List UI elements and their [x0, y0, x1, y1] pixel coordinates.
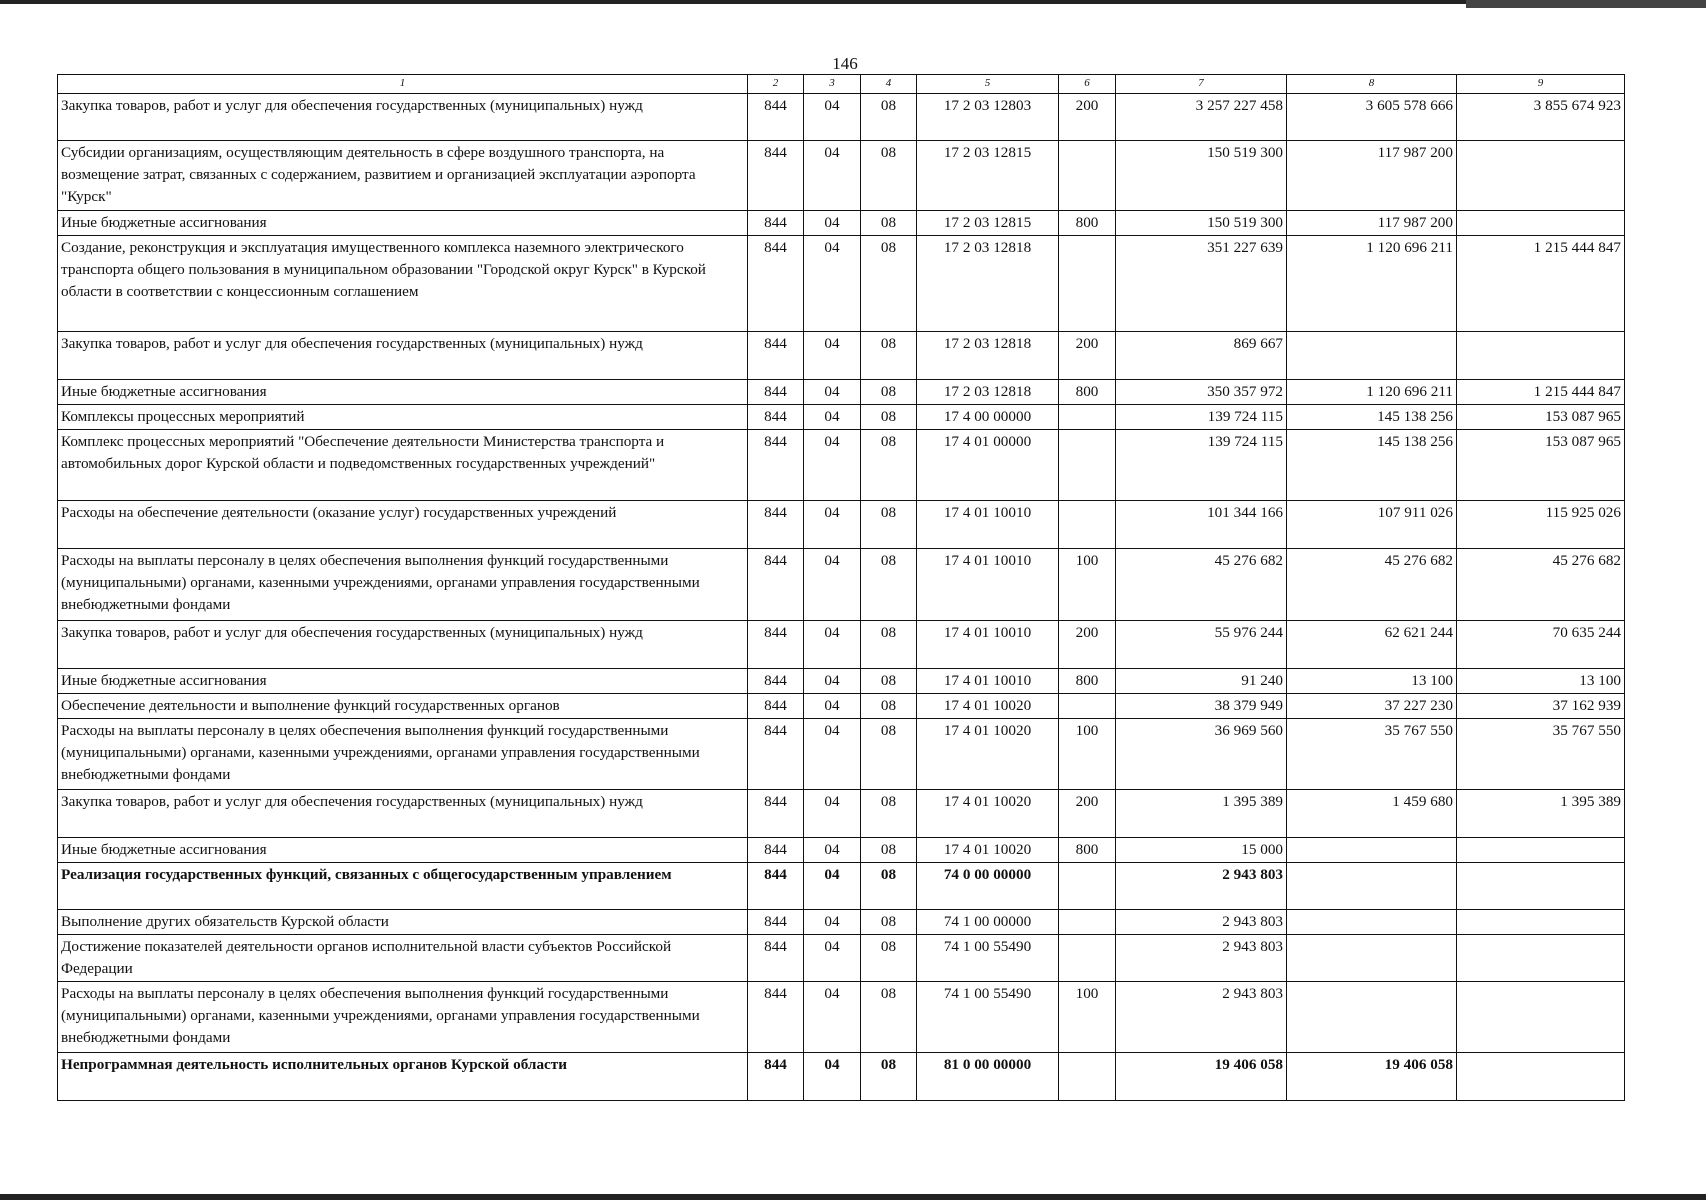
col-8-amount: 45 276 682 [1287, 549, 1457, 621]
row-name: Обеспечение деятельности и выполнение функций государственных органов [58, 694, 748, 719]
column-header: 6 [1059, 75, 1116, 94]
table-row [58, 838, 1625, 863]
col-4-value: 08 [861, 211, 917, 236]
col-5-value: 17 4 01 10020 [917, 694, 1059, 719]
col-7-amount: 2 943 803 [1116, 982, 1287, 1053]
col-8-amount: 62 621 244 [1287, 621, 1457, 669]
table-row [58, 863, 1625, 910]
col-9-amount: 3 855 674 923 [1457, 94, 1625, 141]
col-7-amount: 36 969 560 [1116, 719, 1287, 790]
col-2-value: 844 [748, 982, 804, 1053]
col-6-value: 200 [1059, 621, 1116, 669]
row-name: Создание, реконструкция и эксплуатация имущественного комплекса наземного электрического транспорта общего пользования в муниципальном образовании "Городской округ Курск" в Курской области в соответствии с концессионным соглашением [58, 236, 748, 332]
col-4-value: 08 [861, 838, 917, 863]
col-3-value: 04 [804, 790, 861, 838]
col-5-value: 74 1 00 55490 [917, 935, 1059, 982]
col-4-value: 08 [861, 935, 917, 982]
col-5-value: 17 4 01 10010 [917, 621, 1059, 669]
col-2-value: 844 [748, 669, 804, 694]
col-6-value [1059, 501, 1116, 549]
col-9-amount: 1 215 444 847 [1457, 380, 1625, 405]
row-name: Субсидии организациям, осуществляющим деятельность в сфере воздушного транспорта, на возмещение затрат, связанных с содержанием, развитием и организацией эксплуатации аэропорта "Курск" [58, 141, 748, 211]
col-5-value: 17 2 03 12818 [917, 332, 1059, 380]
col-7-amount: 150 519 300 [1116, 211, 1287, 236]
table-row [58, 1053, 1625, 1101]
table-row [58, 694, 1625, 719]
col-6-value [1059, 1053, 1116, 1101]
row-name: Закупка товаров, работ и услуг для обеспечения государственных (муниципальных) нужд [58, 621, 748, 669]
table-row [58, 669, 1625, 694]
col-2-value: 844 [748, 380, 804, 405]
table-row [58, 621, 1625, 669]
table-row [58, 790, 1625, 838]
row-name: Расходы на обеспечение деятельности (оказание услуг) государственных учреждений [58, 501, 748, 549]
col-7-amount: 101 344 166 [1116, 501, 1287, 549]
col-8-amount: 3 605 578 666 [1287, 94, 1457, 141]
col-2-value: 844 [748, 863, 804, 910]
col-6-value: 800 [1059, 669, 1116, 694]
row-name: Комплексы процессных мероприятий [58, 405, 748, 430]
col-6-value: 800 [1059, 838, 1116, 863]
col-8-amount: 19 406 058 [1287, 1053, 1457, 1101]
col-4-value: 08 [861, 910, 917, 935]
table-row [58, 719, 1625, 790]
col-5-value: 17 4 01 00000 [917, 430, 1059, 501]
col-2-value: 844 [748, 211, 804, 236]
row-name: Выполнение других обязательств Курской области [58, 910, 748, 935]
budget-table [57, 74, 1625, 1101]
col-7-amount: 869 667 [1116, 332, 1287, 380]
col-4-value: 08 [861, 719, 917, 790]
col-4-value: 08 [861, 863, 917, 910]
col-5-value: 74 1 00 00000 [917, 910, 1059, 935]
col-9-amount: 1 395 389 [1457, 790, 1625, 838]
col-3-value: 04 [804, 694, 861, 719]
col-3-value: 04 [804, 94, 861, 141]
row-name: Иные бюджетные ассигнования [58, 838, 748, 863]
table-row [58, 141, 1625, 211]
column-header: 5 [917, 75, 1059, 94]
col-3-value: 04 [804, 719, 861, 790]
col-4-value: 08 [861, 1053, 917, 1101]
scan-edge-top-right [1466, 0, 1706, 8]
row-name: Расходы на выплаты персоналу в целях обеспечения выполнения функций государственными (муниципальными) органами, казенными учреждениями, органами управления государственными внебюджетными фондами [58, 549, 748, 621]
table-row [58, 549, 1625, 621]
col-3-value: 04 [804, 549, 861, 621]
col-2-value: 844 [748, 1053, 804, 1101]
col-8-amount: 1 459 680 [1287, 790, 1457, 838]
col-4-value: 08 [861, 380, 917, 405]
column-header: 4 [861, 75, 917, 94]
col-9-amount: 35 767 550 [1457, 719, 1625, 790]
col-2-value: 844 [748, 935, 804, 982]
row-name: Комплекс процессных мероприятий "Обеспечение деятельности Министерства транспорта и автомобильных дорог Курской области и подведомственных государственных учреждений" [58, 430, 748, 501]
column-header: 8 [1287, 75, 1457, 94]
col-8-amount [1287, 863, 1457, 910]
column-header: 1 [58, 75, 748, 94]
col-8-amount: 145 138 256 [1287, 405, 1457, 430]
col-7-amount: 45 276 682 [1116, 549, 1287, 621]
col-4-value: 08 [861, 621, 917, 669]
col-6-value [1059, 430, 1116, 501]
table-row [58, 430, 1625, 501]
col-5-value: 17 2 03 12815 [917, 141, 1059, 211]
row-name: Непрограммная деятельность исполнительных органов Курской области [58, 1053, 748, 1101]
scan-edge-top [0, 0, 1706, 4]
col-6-value: 200 [1059, 332, 1116, 380]
col-8-amount [1287, 982, 1457, 1053]
col-5-value: 17 4 01 10020 [917, 838, 1059, 863]
col-6-value: 800 [1059, 211, 1116, 236]
col-8-amount: 35 767 550 [1287, 719, 1457, 790]
column-header: 9 [1457, 75, 1625, 94]
col-4-value: 08 [861, 94, 917, 141]
col-6-value: 100 [1059, 719, 1116, 790]
col-8-amount [1287, 332, 1457, 380]
row-name: Закупка товаров, работ и услуг для обеспечения государственных (муниципальных) нужд [58, 790, 748, 838]
col-4-value: 08 [861, 430, 917, 501]
col-5-value: 17 4 00 00000 [917, 405, 1059, 430]
col-4-value: 08 [861, 790, 917, 838]
col-9-amount [1457, 863, 1625, 910]
row-name: Достижение показателей деятельности органов исполнительной власти субъектов Российской Федерации [58, 935, 748, 982]
table-row [58, 332, 1625, 380]
table-row [58, 94, 1625, 141]
col-7-amount: 38 379 949 [1116, 694, 1287, 719]
col-9-amount: 45 276 682 [1457, 549, 1625, 621]
col-7-amount: 91 240 [1116, 669, 1287, 694]
col-5-value: 74 1 00 55490 [917, 982, 1059, 1053]
col-9-amount [1457, 332, 1625, 380]
col-8-amount: 107 911 026 [1287, 501, 1457, 549]
col-9-amount: 153 087 965 [1457, 430, 1625, 501]
col-2-value: 844 [748, 94, 804, 141]
col-4-value: 08 [861, 405, 917, 430]
col-3-value: 04 [804, 405, 861, 430]
col-9-amount [1457, 211, 1625, 236]
col-3-value: 04 [804, 430, 861, 501]
col-6-value [1059, 863, 1116, 910]
page-number: 146 [832, 54, 858, 73]
col-5-value: 17 4 01 10020 [917, 719, 1059, 790]
col-5-value: 17 2 03 12818 [917, 380, 1059, 405]
col-5-value: 17 2 03 12815 [917, 211, 1059, 236]
col-5-value: 74 0 00 00000 [917, 863, 1059, 910]
col-3-value: 04 [804, 236, 861, 332]
col-3-value: 04 [804, 141, 861, 211]
col-9-amount: 70 635 244 [1457, 621, 1625, 669]
row-name: Расходы на выплаты персоналу в целях обеспечения выполнения функций государственными (муниципальными) органами, казенными учреждениями, органами управления государственными внебюджетными фондами [58, 982, 748, 1053]
col-2-value: 844 [748, 141, 804, 211]
col-3-value: 04 [804, 669, 861, 694]
col-9-amount [1457, 910, 1625, 935]
col-6-value: 100 [1059, 549, 1116, 621]
col-9-amount [1457, 982, 1625, 1053]
col-7-amount: 351 227 639 [1116, 236, 1287, 332]
col-2-value: 844 [748, 694, 804, 719]
col-8-amount: 13 100 [1287, 669, 1457, 694]
col-3-value: 04 [804, 501, 861, 549]
table-body [58, 94, 1625, 1101]
col-4-value: 08 [861, 982, 917, 1053]
col-4-value: 08 [861, 669, 917, 694]
col-6-value: 200 [1059, 790, 1116, 838]
table-row [58, 501, 1625, 549]
col-3-value: 04 [804, 982, 861, 1053]
col-5-value: 17 4 01 10010 [917, 501, 1059, 549]
col-6-value [1059, 694, 1116, 719]
col-2-value: 844 [748, 719, 804, 790]
col-6-value: 800 [1059, 380, 1116, 405]
col-7-amount: 2 943 803 [1116, 935, 1287, 982]
col-3-value: 04 [804, 621, 861, 669]
table-row [58, 935, 1625, 982]
col-8-amount [1287, 935, 1457, 982]
col-7-amount: 2 943 803 [1116, 910, 1287, 935]
col-5-value: 17 4 01 10010 [917, 669, 1059, 694]
col-9-amount [1457, 838, 1625, 863]
col-2-value: 844 [748, 430, 804, 501]
row-name: Реализация государственных функций, связанных с общегосударственным управлением [58, 863, 748, 910]
col-2-value: 844 [748, 236, 804, 332]
table-row [58, 910, 1625, 935]
column-header: 2 [748, 75, 804, 94]
col-5-value: 17 4 01 10010 [917, 549, 1059, 621]
table-row [58, 982, 1625, 1053]
table-row [58, 236, 1625, 332]
col-4-value: 08 [861, 141, 917, 211]
col-4-value: 08 [861, 694, 917, 719]
col-8-amount: 37 227 230 [1287, 694, 1457, 719]
col-8-amount [1287, 838, 1457, 863]
col-3-value: 04 [804, 838, 861, 863]
col-9-amount [1457, 1053, 1625, 1101]
col-7-amount: 19 406 058 [1116, 1053, 1287, 1101]
column-number-row [58, 75, 1625, 94]
col-2-value: 844 [748, 838, 804, 863]
col-4-value: 08 [861, 549, 917, 621]
col-3-value: 04 [804, 1053, 861, 1101]
col-2-value: 844 [748, 501, 804, 549]
col-9-amount: 1 215 444 847 [1457, 236, 1625, 332]
col-3-value: 04 [804, 910, 861, 935]
col-2-value: 844 [748, 790, 804, 838]
row-name: Расходы на выплаты персоналу в целях обеспечения выполнения функций государственными (муниципальными) органами, казенными учреждениями, органами управления государственными внебюджетными фондами [58, 719, 748, 790]
col-3-value: 04 [804, 211, 861, 236]
col-3-value: 04 [804, 863, 861, 910]
col-6-value: 100 [1059, 982, 1116, 1053]
col-7-amount: 55 976 244 [1116, 621, 1287, 669]
col-2-value: 844 [748, 549, 804, 621]
col-2-value: 844 [748, 405, 804, 430]
col-4-value: 08 [861, 236, 917, 332]
col-9-amount: 115 925 026 [1457, 501, 1625, 549]
col-8-amount [1287, 910, 1457, 935]
col-2-value: 844 [748, 910, 804, 935]
row-name: Иные бюджетные ассигнования [58, 380, 748, 405]
col-5-value: 17 2 03 12818 [917, 236, 1059, 332]
col-7-amount: 150 519 300 [1116, 141, 1287, 211]
col-9-amount [1457, 141, 1625, 211]
col-4-value: 08 [861, 501, 917, 549]
col-7-amount: 139 724 115 [1116, 430, 1287, 501]
col-8-amount: 117 987 200 [1287, 141, 1457, 211]
column-header: 3 [804, 75, 861, 94]
col-9-amount: 153 087 965 [1457, 405, 1625, 430]
row-name: Закупка товаров, работ и услуг для обеспечения государственных (муниципальных) нужд [58, 332, 748, 380]
col-3-value: 04 [804, 935, 861, 982]
col-2-value: 844 [748, 332, 804, 380]
scan-edge-bottom [0, 1194, 1706, 1200]
col-6-value [1059, 405, 1116, 430]
row-name: Иные бюджетные ассигнования [58, 211, 748, 236]
table-row [58, 380, 1625, 405]
col-9-amount: 37 162 939 [1457, 694, 1625, 719]
col-7-amount: 1 395 389 [1116, 790, 1287, 838]
row-name: Иные бюджетные ассигнования [58, 669, 748, 694]
col-3-value: 04 [804, 332, 861, 380]
col-6-value [1059, 236, 1116, 332]
table-row [58, 405, 1625, 430]
col-7-amount: 350 357 972 [1116, 380, 1287, 405]
col-7-amount: 15 000 [1116, 838, 1287, 863]
col-6-value: 200 [1059, 94, 1116, 141]
col-6-value [1059, 935, 1116, 982]
col-7-amount: 3 257 227 458 [1116, 94, 1287, 141]
col-8-amount: 117 987 200 [1287, 211, 1457, 236]
col-5-value: 17 4 01 10020 [917, 790, 1059, 838]
col-8-amount: 145 138 256 [1287, 430, 1457, 501]
col-2-value: 844 [748, 621, 804, 669]
col-6-value [1059, 910, 1116, 935]
col-9-amount: 13 100 [1457, 669, 1625, 694]
col-7-amount: 139 724 115 [1116, 405, 1287, 430]
col-5-value: 81 0 00 00000 [917, 1053, 1059, 1101]
col-6-value [1059, 141, 1116, 211]
col-8-amount: 1 120 696 211 [1287, 380, 1457, 405]
col-5-value: 17 2 03 12803 [917, 94, 1059, 141]
col-8-amount: 1 120 696 211 [1287, 236, 1457, 332]
col-3-value: 04 [804, 380, 861, 405]
col-4-value: 08 [861, 332, 917, 380]
row-name: Закупка товаров, работ и услуг для обеспечения государственных (муниципальных) нужд [58, 94, 748, 141]
column-header: 7 [1116, 75, 1287, 94]
col-9-amount [1457, 935, 1625, 982]
col-7-amount: 2 943 803 [1116, 863, 1287, 910]
table-row [58, 211, 1625, 236]
